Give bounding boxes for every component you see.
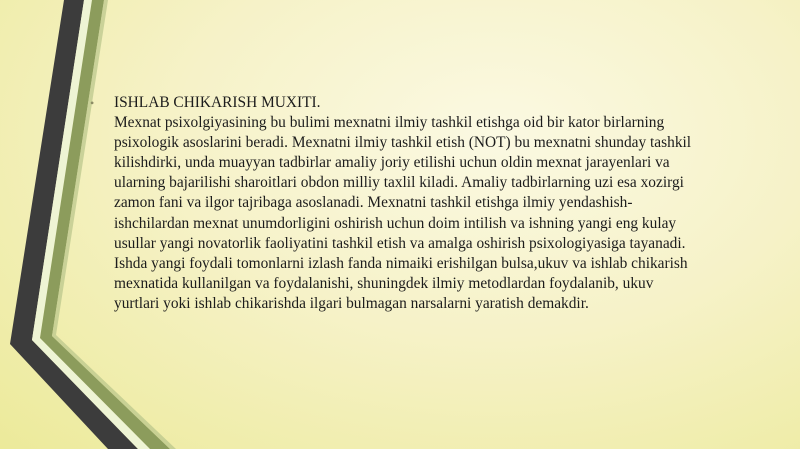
slide-body-text: Mexnat psixolgiyasining bu bulimi mexnatni ilmiy tashkil etishga oid bir kator birlarning psixologik asoslarini beradi. Mexnatni ilmiy tashkil etish (NOT) bu mexnatni shunday tashkil kilishdirki, unda muayyan tadbirlar amaliy joriy etilishi uchun oldin mexnat jarayenlari va ularning bajarilishi sharoitlari obdon milliy taxlil kiladi. Amaliy tadbirlarning uzi esa xozirgi zamon fani va ilgor tajribaga asoslanadi. Mexnatni tashkil etishga ilmiy yendashish-ishchilardan mexnat unumdorligini oshirish uchun doim intilish va ishning yangi eng kulay usullar yangi novatorlik faoliyatini tashkil etish va amalga oshirish psixologiyasiga tayanadi. Ishda yangi foydali tomonlarni izlash fanda nimaiki erishilgan bulsa,ukuv va ishlab chikarish mexnatida kullanilgan va foydalanishi, shuningdek ilmiy metodlardan foydalanib, ukuv yurtlari yoki ishlab chikarishda ilgari bulmagan narsalarni yaratish demakdir. [114, 114, 692, 312]
text-content [90, 93, 694, 314]
slide-heading: ISHLAB CHIKARISH MUXITI. [114, 94, 321, 111]
bullet-icon: • [90, 96, 95, 110]
text-block [94, 93, 694, 314]
